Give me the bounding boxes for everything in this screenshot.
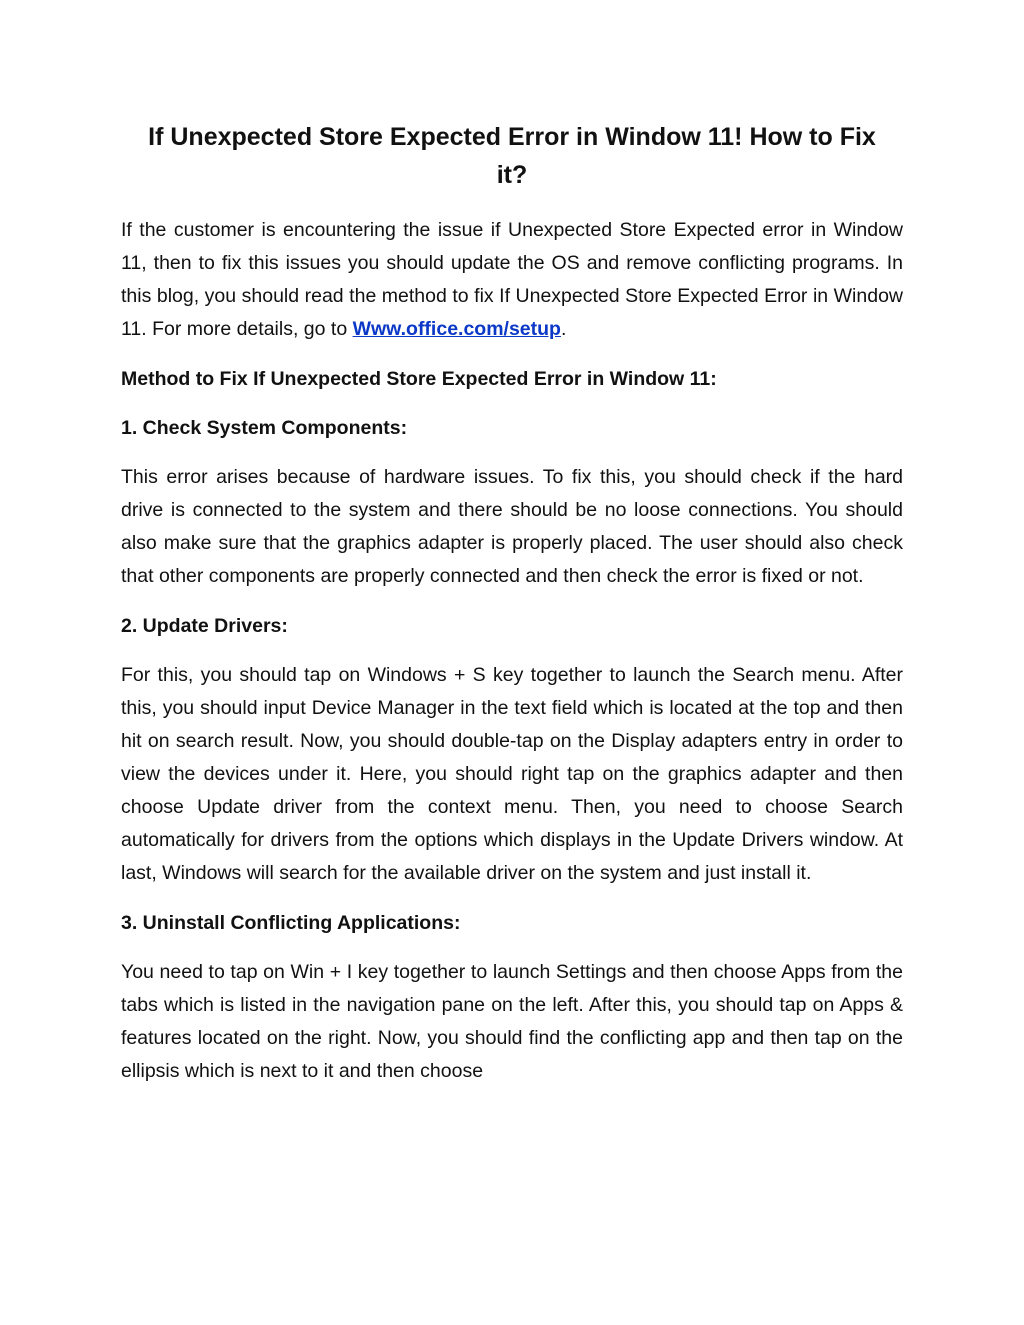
- document-page: [121, 118, 903, 1105]
- section-body-check-system-components: This error arises because of hardware issues. To fix this, you should check if the hard drive is connected to the system and there should be no loose connections. You should also make sure that the graphics adapter is properly placed. The user should also check that other components are properly connected and then check the error is fixed or not.: [121, 466, 903, 587]
- section-heading-update-drivers: 2. Update Drivers:: [121, 615, 288, 637]
- page-title: If Unexpected Store Expected Error in Window 11! How to Fix it?: [148, 123, 876, 189]
- office-setup-link[interactable]: Www.office.com/setup: [352, 318, 561, 340]
- section-heading-check-system-components: 1. Check System Components:: [121, 417, 408, 439]
- section-body-uninstall-conflicting-applications: You need to tap on Win + I key together to launch Settings and then choose Apps from the tabs which is listed in the navigation pane on the left. After this, you should tap on Apps & features located on the right. Now, you should find the conflicting app and then tap on the ellipsis which is next to it and then choose: [121, 961, 903, 1082]
- section-heading-uninstall-conflicting-applications: 3. Uninstall Conflicting Applications:: [121, 912, 461, 934]
- intro-text: If the customer is encountering the issue if Unexpected Store Expected error in Window 11, then to fix this issues you should update the OS and remove conflicting programs. In this blog, you should read the method to fix If Unexpected Store Expected Error in Window 11. For more details, go to: [121, 219, 903, 340]
- method-heading: Method to Fix If Unexpected Store Expected Error in Window 11:: [121, 368, 717, 390]
- intro-paragraph: [121, 214, 903, 346]
- intro-period: .: [560, 318, 567, 340]
- section-body-update-drivers: For this, you should tap on Windows + S key together to launch the Search menu. After this, you should input Device Manager in the text field which is located at the top and then hit on search result. Now, you should double-tap on the Display adapters entry in order to view the devices under it. Here, you should right tap on the graphics adapter and then choose Update driver from the context menu. Then, you need to choose Search automatically for drivers from the options which displays in the Update Drivers window. At last, Windows will search for the available driver on the system and just install it.: [121, 664, 903, 884]
